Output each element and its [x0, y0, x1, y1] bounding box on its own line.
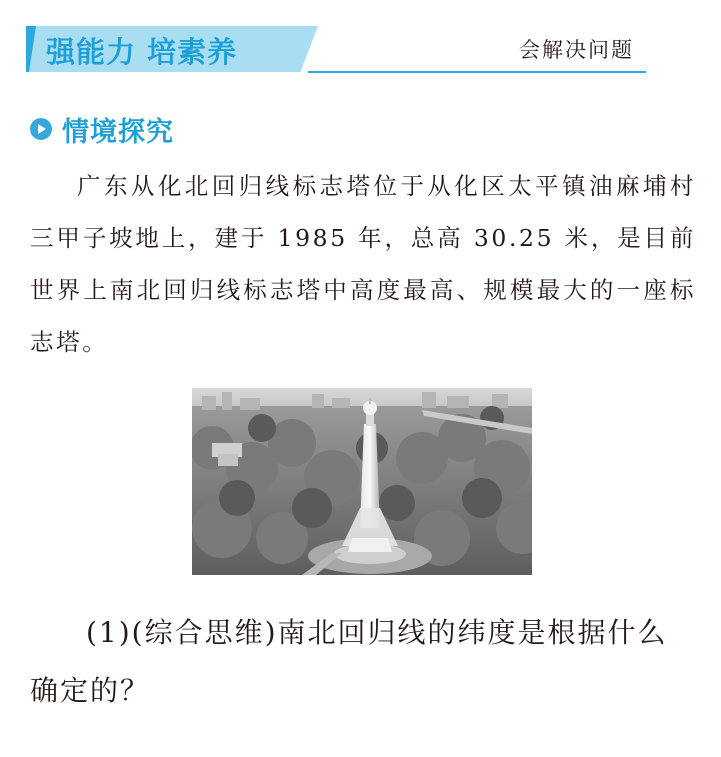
question-text: (1)(综合思维)南北回归线的纬度是根据什么确定的？: [30, 616, 668, 707]
section-heading: [30, 112, 174, 146]
banner-title: 强能力 培素养: [46, 35, 238, 69]
header-banner: [26, 22, 646, 74]
section-title: 情境探究: [62, 116, 174, 148]
tower-photo: [192, 388, 532, 575]
scenario-paragraph: 广东从化北回归线标志塔位于从化区太平镇油麻埔村三甲子坡地上，建于 1985 年，总高 30.25 米，是目前世界上南北回归线标志塔中高度最高、规模最大的一座标志塔。: [30, 172, 696, 356]
header-subtitle: 会解决问题: [519, 38, 634, 62]
header-underline: [308, 71, 646, 73]
play-circle-icon: [30, 118, 52, 140]
